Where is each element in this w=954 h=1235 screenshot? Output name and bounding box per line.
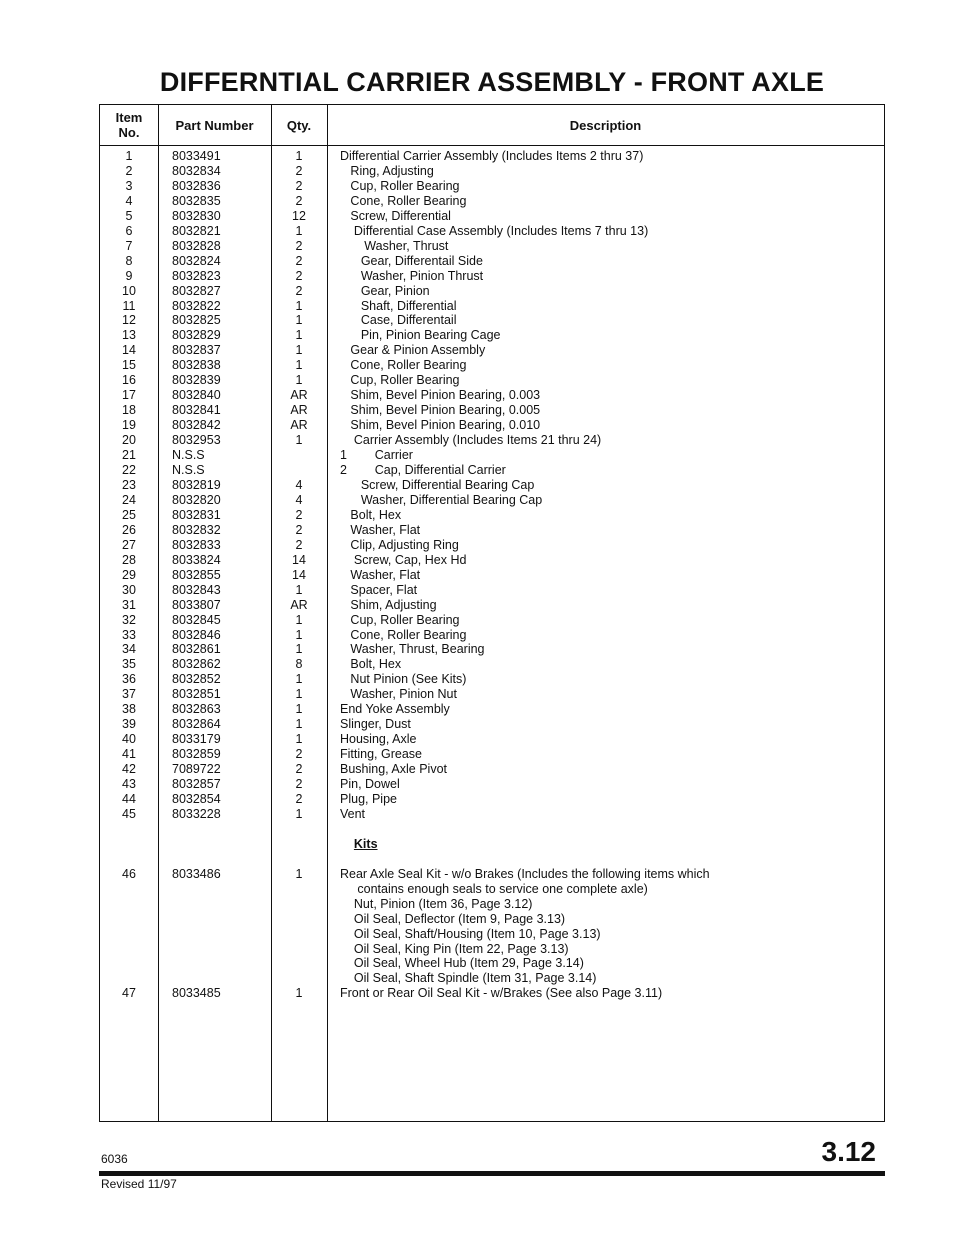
item-no-cell: 17 <box>122 388 136 403</box>
part-number-cell: 8032842 <box>172 418 221 433</box>
part-number-cell: 8032827 <box>172 283 221 298</box>
part-number-cell: 8032832 <box>172 522 221 537</box>
table-row <box>100 179 884 194</box>
item-no-cell: 46 <box>122 866 136 881</box>
part-number-cell: 8033491 <box>172 149 221 163</box>
part-number-cell: 8032831 <box>172 507 221 522</box>
table-row <box>100 762 884 777</box>
part-number-cell: 8032861 <box>172 642 221 657</box>
table-row <box>100 687 884 702</box>
table-row <box>100 523 884 538</box>
description-cell: 1 Carrier <box>340 448 413 463</box>
table-row <box>100 657 884 672</box>
table-row <box>100 912 884 927</box>
item-no-cell: 7 <box>125 238 133 253</box>
item-no-cell: 36 <box>122 672 136 687</box>
table-row <box>100 538 884 553</box>
item-no-cell: 41 <box>122 747 136 762</box>
qty-cell: 1 <box>295 149 303 163</box>
description-cell: Rear Axle Seal Kit - w/o Brakes (Includes the following items which <box>340 866 710 881</box>
description-cell: Washer, Flat <box>340 522 421 537</box>
qty-cell: 2 <box>295 522 303 537</box>
part-number-cell: 8032863 <box>172 702 221 717</box>
qty-cell: 1 <box>295 433 303 448</box>
qty-cell: 1 <box>295 717 303 732</box>
description-cell: Shim, Adjusting <box>340 597 437 612</box>
part-number-cell: 7089722 <box>172 762 221 777</box>
qty-cell: AR <box>290 418 308 433</box>
table-row <box>100 837 884 852</box>
part-number-cell: 8032822 <box>172 298 221 313</box>
table-row <box>100 254 884 269</box>
item-no-cell: 6 <box>125 223 133 238</box>
item-no-cell: 12 <box>122 313 136 328</box>
header-description: Description <box>569 117 642 133</box>
part-number-cell: 8032953 <box>172 433 221 448</box>
item-no-cell: 4 <box>125 193 133 208</box>
description-cell: Oil Seal, Shaft/Housing (Item 10, Page 3.13) <box>340 926 601 941</box>
part-number-cell: 8032836 <box>172 178 221 193</box>
part-number-cell: 8032843 <box>172 582 221 597</box>
table-row <box>100 313 884 328</box>
footer-rule <box>99 1171 885 1176</box>
qty-cell: 1 <box>295 328 303 343</box>
description-cell: Oil Seal, King Pin (Item 22, Page 3.13) <box>340 941 569 956</box>
part-number-cell: 8032839 <box>172 373 221 388</box>
item-no-cell: 47 <box>122 986 136 1001</box>
item-no-cell: 39 <box>122 717 136 732</box>
item-no-cell: 43 <box>122 777 136 792</box>
item-no-cell: 26 <box>122 522 136 537</box>
description-cell: Carrier Assembly (Includes Items 21 thru 24) <box>340 433 602 448</box>
part-number-cell: 8032864 <box>172 717 221 732</box>
description-cell: Pin, Dowel <box>340 777 400 792</box>
qty-cell: 14 <box>292 552 306 567</box>
item-no-cell: 40 <box>122 732 136 747</box>
table-body <box>100 149 884 1001</box>
table-row <box>100 209 884 224</box>
description-cell: Gear, Differentail Side <box>340 253 483 268</box>
item-no-cell: 37 <box>122 687 136 702</box>
table-row <box>100 971 884 986</box>
table-row <box>100 672 884 687</box>
table-row <box>100 493 884 508</box>
description-cell: Gear, Pinion <box>340 283 430 298</box>
qty-cell: 2 <box>295 268 303 283</box>
qty-cell: 1 <box>295 672 303 687</box>
table-row <box>100 299 884 314</box>
parts-table <box>99 104 885 1122</box>
qty-cell: AR <box>290 597 308 612</box>
table-row <box>100 269 884 284</box>
page-title: DIFFERNTIAL CARRIER ASSEMBLY - FRONT AXLE <box>159 67 825 97</box>
description-cell: Bushing, Axle Pivot <box>340 762 448 777</box>
qty-cell: 1 <box>295 806 303 821</box>
item-no-cell: 8 <box>125 253 133 268</box>
part-number-cell: 8032835 <box>172 193 221 208</box>
item-no-cell: 29 <box>122 567 136 582</box>
description-cell: Nut, Pinion (Item 36, Page 3.12) <box>340 896 533 911</box>
kits-heading: Kits <box>353 836 378 851</box>
part-number-cell: 8032828 <box>172 238 221 253</box>
item-no-cell: 2 <box>125 163 133 178</box>
table-row <box>100 897 884 912</box>
table-row <box>100 164 884 179</box>
table-row <box>100 986 884 1001</box>
qty-cell: 1 <box>295 358 303 373</box>
part-number-cell: 8033179 <box>172 732 221 747</box>
table-row <box>100 702 884 717</box>
description-cell: Oil Seal, Deflector (Item 9, Page 3.13) <box>340 911 566 926</box>
item-no-cell: 23 <box>122 477 136 492</box>
part-number-cell: 8032854 <box>172 791 221 806</box>
description-cell: 2 Cap, Differential Carrier <box>340 463 506 478</box>
description-cell: Plug, Pipe <box>340 791 397 806</box>
description-cell: Slinger, Dust <box>340 717 411 732</box>
qty-cell: 1 <box>295 582 303 597</box>
description-cell: contains enough seals to service one complete axle) <box>340 881 648 896</box>
table-row <box>100 568 884 583</box>
description-cell: Cone, Roller Bearing <box>340 193 467 208</box>
description-cell: Washer, Pinion Thrust <box>340 268 484 283</box>
table-row <box>100 642 884 657</box>
table-row <box>100 508 884 523</box>
part-number-cell: 8032857 <box>172 777 221 792</box>
description-cell: Washer, Differential Bearing Cap <box>340 492 543 507</box>
qty-cell: 2 <box>295 762 303 777</box>
document-code: 6036 <box>101 1152 128 1166</box>
table-row <box>100 328 884 343</box>
part-number-cell: 8033486 <box>172 866 221 881</box>
item-no-cell: 27 <box>122 537 136 552</box>
item-no-cell: 45 <box>122 806 136 821</box>
item-no-cell: 42 <box>122 762 136 777</box>
table-row <box>100 388 884 403</box>
item-no-cell: 16 <box>122 373 136 388</box>
part-number-cell: 8032838 <box>172 358 221 373</box>
qty-cell: 1 <box>295 612 303 627</box>
qty-cell: 1 <box>295 298 303 313</box>
qty-cell: 2 <box>295 747 303 762</box>
item-no-cell: 35 <box>122 657 136 672</box>
item-no-cell: 19 <box>122 418 136 433</box>
table-row <box>100 882 884 897</box>
qty-cell: 2 <box>295 193 303 208</box>
item-no-cell: 21 <box>122 448 136 463</box>
description-cell: Ring, Adjusting <box>340 163 434 178</box>
description-cell: Differential Case Assembly (Includes Items 7 thru 13) <box>340 223 649 238</box>
description-cell: Screw, Cap, Hex Hd <box>340 552 467 567</box>
header-item-no: Item No. <box>115 110 143 140</box>
part-number-cell: 8032824 <box>172 253 221 268</box>
qty-cell: 1 <box>295 642 303 657</box>
table-row <box>100 224 884 239</box>
table-row <box>100 927 884 942</box>
qty-cell: 1 <box>295 313 303 328</box>
part-number-cell: 8032821 <box>172 223 221 238</box>
qty-cell: 12 <box>292 208 306 223</box>
item-no-cell: 24 <box>122 492 136 507</box>
part-number-cell: 8032852 <box>172 672 221 687</box>
table-row <box>100 613 884 628</box>
description-cell: Cup, Roller Bearing <box>340 612 460 627</box>
description-cell: Washer, Thrust, Bearing <box>340 642 485 657</box>
qty-cell: 1 <box>295 343 303 358</box>
table-row <box>100 792 884 807</box>
item-no-cell: 25 <box>122 507 136 522</box>
table-row <box>100 448 884 463</box>
table-row <box>100 403 884 418</box>
qty-cell: 1 <box>295 702 303 717</box>
part-number-cell: 8032823 <box>172 268 221 283</box>
item-no-cell: 34 <box>122 642 136 657</box>
table-row <box>100 478 884 493</box>
table-row <box>100 942 884 957</box>
description-cell: Front or Rear Oil Seal Kit - w/Brakes (See also Page 3.11) <box>340 986 663 1001</box>
table-row <box>100 598 884 613</box>
item-no-cell: 10 <box>122 283 136 298</box>
description-cell: Housing, Axle <box>340 732 417 747</box>
description-cell: Vent <box>340 806 366 821</box>
part-number-cell: 8032819 <box>172 477 221 492</box>
table-row <box>100 583 884 598</box>
revision-date: Revised 11/97 <box>101 1177 177 1191</box>
description-cell: Bolt, Hex <box>340 657 402 672</box>
item-no-cell: 3 <box>125 178 133 193</box>
table-row <box>100 717 884 732</box>
part-number-cell: 8032846 <box>172 627 221 642</box>
qty-cell: 2 <box>295 507 303 522</box>
item-no-cell: 31 <box>122 597 136 612</box>
part-number-cell: 8032830 <box>172 208 221 223</box>
description-cell: Shim, Bevel Pinion Bearing, 0.005 <box>340 403 541 418</box>
part-number-cell: 8032825 <box>172 313 221 328</box>
header-divider <box>100 145 884 146</box>
description-cell: Pin, Pinion Bearing Cage <box>340 328 501 343</box>
table-row <box>100 418 884 433</box>
qty-cell: AR <box>290 403 308 418</box>
item-no-cell: 33 <box>122 627 136 642</box>
qty-cell: 2 <box>295 777 303 792</box>
description-cell: Cup, Roller Bearing <box>340 178 460 193</box>
part-number-cell: 8033485 <box>172 986 221 1001</box>
table-row <box>100 956 884 971</box>
description-cell: Differential Carrier Assembly (Includes Items 2 thru 37) <box>340 149 644 163</box>
description-cell: Screw, Differential <box>340 208 451 223</box>
item-no-cell: 20 <box>122 433 136 448</box>
qty-cell: 1 <box>295 627 303 642</box>
qty-cell: 4 <box>295 477 303 492</box>
description-cell: Gear & Pinion Assembly <box>340 343 486 358</box>
part-number-cell: 8032837 <box>172 343 221 358</box>
item-no-cell: 9 <box>125 268 133 283</box>
table-row <box>100 284 884 299</box>
description-cell: Cone, Roller Bearing <box>340 358 467 373</box>
description-cell: Cone, Roller Bearing <box>340 627 467 642</box>
part-number-cell: 8032855 <box>172 567 221 582</box>
item-no-cell: 30 <box>122 582 136 597</box>
qty-cell: 8 <box>295 657 303 672</box>
table-row <box>100 867 884 882</box>
table-row <box>100 852 884 867</box>
qty-cell: 2 <box>295 178 303 193</box>
description-cell: Cup, Roller Bearing <box>340 373 460 388</box>
qty-cell: 1 <box>295 687 303 702</box>
item-no-cell: 15 <box>122 358 136 373</box>
part-number-cell: 8032834 <box>172 163 221 178</box>
item-no-cell: 11 <box>122 298 136 313</box>
qty-cell: 1 <box>295 223 303 238</box>
item-no-cell: 38 <box>122 702 136 717</box>
table-row <box>100 463 884 478</box>
part-number-cell: 8032859 <box>172 747 221 762</box>
qty-cell: 2 <box>295 253 303 268</box>
table-row <box>100 807 884 822</box>
item-no-cell: 44 <box>122 791 136 806</box>
table-row <box>100 628 884 643</box>
description-cell: Case, Differentail <box>340 313 457 328</box>
description-cell: Shim, Bevel Pinion Bearing, 0.003 <box>340 388 541 403</box>
part-number-cell: N.S.S <box>172 463 205 478</box>
part-number-cell: 8033824 <box>172 552 221 567</box>
qty-cell: 1 <box>295 986 303 1001</box>
description-cell: Shaft, Differential <box>340 298 457 313</box>
description-cell: Nut Pinion (See Kits) <box>340 672 467 687</box>
description-cell: Spacer, Flat <box>340 582 418 597</box>
table-row <box>100 822 884 837</box>
part-number-cell: 8032829 <box>172 328 221 343</box>
qty-cell: 2 <box>295 163 303 178</box>
part-number-cell: 8032845 <box>172 612 221 627</box>
header-part-number: Part Number <box>175 117 254 133</box>
qty-cell: 4 <box>295 492 303 507</box>
header-qty: Qty. <box>286 117 312 133</box>
qty-cell: 2 <box>295 283 303 298</box>
table-row <box>100 777 884 792</box>
table-row <box>100 149 884 164</box>
item-no-cell: 1 <box>125 149 133 163</box>
table-row <box>100 732 884 747</box>
description-cell: Washer, Pinion Nut <box>340 687 457 702</box>
description-cell <box>340 837 378 852</box>
qty-cell: 2 <box>295 238 303 253</box>
description-cell: Fitting, Grease <box>340 747 422 762</box>
table-row <box>100 433 884 448</box>
item-no-cell: 22 <box>122 463 136 478</box>
description-cell: Clip, Adjusting Ring <box>340 537 459 552</box>
part-number-cell: 8032840 <box>172 388 221 403</box>
table-row <box>100 194 884 209</box>
description-cell: Washer, Flat <box>340 567 421 582</box>
item-no-cell: 14 <box>122 343 136 358</box>
part-number-cell: N.S.S <box>172 448 205 463</box>
item-no-cell: 32 <box>122 612 136 627</box>
description-cell: Washer, Thrust <box>340 238 449 253</box>
description-cell: Oil Seal, Wheel Hub (Item 29, Page 3.14) <box>340 956 584 971</box>
description-cell: Bolt, Hex <box>340 507 402 522</box>
page-number: 3.12 <box>821 1136 876 1167</box>
qty-cell: 1 <box>295 373 303 388</box>
table-row <box>100 373 884 388</box>
part-number-cell: 8032833 <box>172 537 221 552</box>
part-number-cell: 8032820 <box>172 492 221 507</box>
part-number-cell: 8033807 <box>172 597 221 612</box>
part-number-cell: 8033228 <box>172 806 221 821</box>
qty-cell: 1 <box>295 866 303 881</box>
item-no-cell: 18 <box>122 403 136 418</box>
description-cell: End Yoke Assembly <box>340 702 450 717</box>
description-cell: Shim, Bevel Pinion Bearing, 0.010 <box>340 418 541 433</box>
table-row <box>100 358 884 373</box>
table-row <box>100 553 884 568</box>
part-number-cell: 8032841 <box>172 403 221 418</box>
qty-cell: 2 <box>295 791 303 806</box>
qty-cell: AR <box>290 388 308 403</box>
description-cell: Screw, Differential Bearing Cap <box>340 477 535 492</box>
item-no-cell: 13 <box>122 328 136 343</box>
table-row <box>100 343 884 358</box>
table-row <box>100 239 884 254</box>
part-number-cell: 8032851 <box>172 687 221 702</box>
table-row <box>100 747 884 762</box>
item-no-cell: 5 <box>125 208 133 223</box>
qty-cell: 14 <box>292 567 306 582</box>
qty-cell: 2 <box>295 537 303 552</box>
item-no-cell: 28 <box>122 552 136 567</box>
part-number-cell: 8032862 <box>172 657 221 672</box>
qty-cell: 1 <box>295 732 303 747</box>
description-cell: Oil Seal, Shaft Spindle (Item 31, Page 3.14) <box>340 971 597 986</box>
